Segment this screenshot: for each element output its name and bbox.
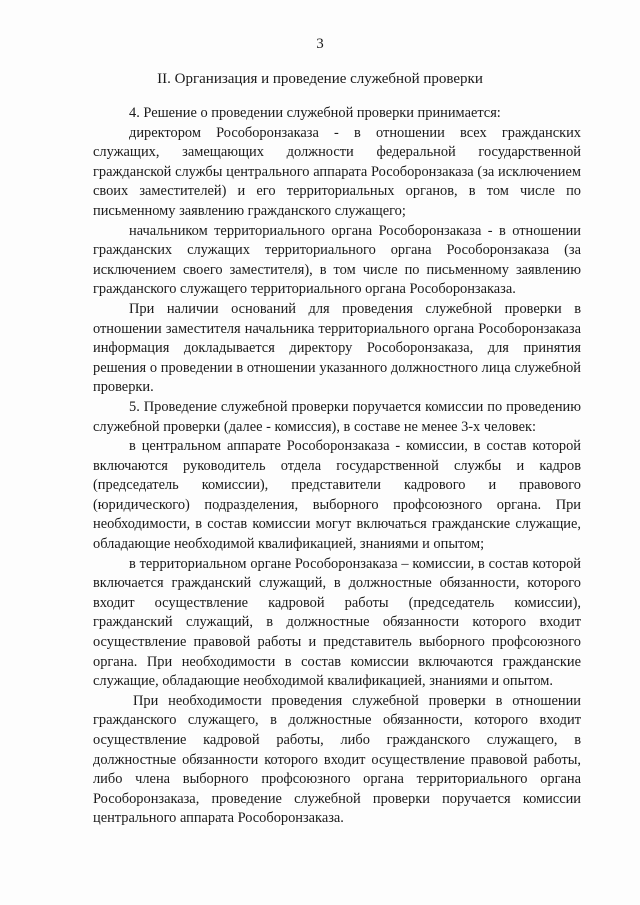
- paragraph-5-commission: 5. Проведение служебной проверки поручается комиссии по проведению служебной проверки (далее - комиссия), в составе не менее 3-х человек:: [93, 398, 581, 435]
- paragraph-territorial-body: в территориальном органе Рособоронзаказа – комиссии, в состав которой включается гражданский служащий, в должностные обязанности, которого входит осуществление кадровой работы (председатель комиссии), гражданский служащий, в должностные обязанности которого входит осуществление правовой работы и представитель выборного профсоюзного органа. При необходимости в состав комиссии включаются гражданские служащие, обладающие необходимой квалификацией, знаниями и опытом.: [93, 555, 581, 690]
- paragraph-director: директором Рособоронзаказа - в отношении всех гражданских служащих, замещающих должности федеральной государственной гражданской службы центрального аппарата Рособоронзаказа (за исключением своих заместителей) и его территориальных органов, в том числе по письменному заявлению гражданского служащего;: [93, 124, 581, 219]
- paragraph-central-apparatus: в центральном аппарате Рособоронзаказа - комиссии, в состав которой включаются руководитель отдела государственной службы и кадров (председатель комиссии), представители кадрового и правового (юридического) подразделения, выборного профсоюзного органа. При необходимости, в состав комиссии могут включаться гражданские служащие, обладающие необходимой квалификацией, знаниями и опытом;: [93, 438, 581, 553]
- page-number: 3: [316, 36, 324, 52]
- paragraph-special-cases: При необходимости проведения служебной проверки в отношении гражданского служащего, в должностные обязанности, которого входит осуществление кадровой работы, либо гражданского служащего, в должностные обязанности которого входит осуществление правовой работы, либо члена выборного профсоюзного органа территориального органа Рособоронзаказа, проведение служебной проверки поручается комиссии центрального аппарата Рособоронзаказа.: [93, 692, 581, 827]
- paragraph-head-territorial: начальником территориального органа Рособоронзаказа - в отношении гражданских служащих территориального органа Рособоронзаказа (за исключением своего заместителя), в том числе по письменному заявлению гражданского служащего территориального органа Рособоронзаказа.: [93, 222, 581, 298]
- section-title: II. Организация и проведение служебной проверки: [157, 71, 483, 87]
- paragraph-4-intro: 4. Решение о проведении служебной проверки принимается:: [129, 105, 501, 121]
- paragraph-deputy-grounds: При наличии оснований для проведения служебной проверки в отношении заместителя начальника территориального органа Рособоронзаказа информация докладывается директору Рособоронзаказа, для принятия решения о проведении в отношении указанного должностного лица служебной проверки.: [93, 300, 581, 396]
- document-body: [93, 104, 581, 829]
